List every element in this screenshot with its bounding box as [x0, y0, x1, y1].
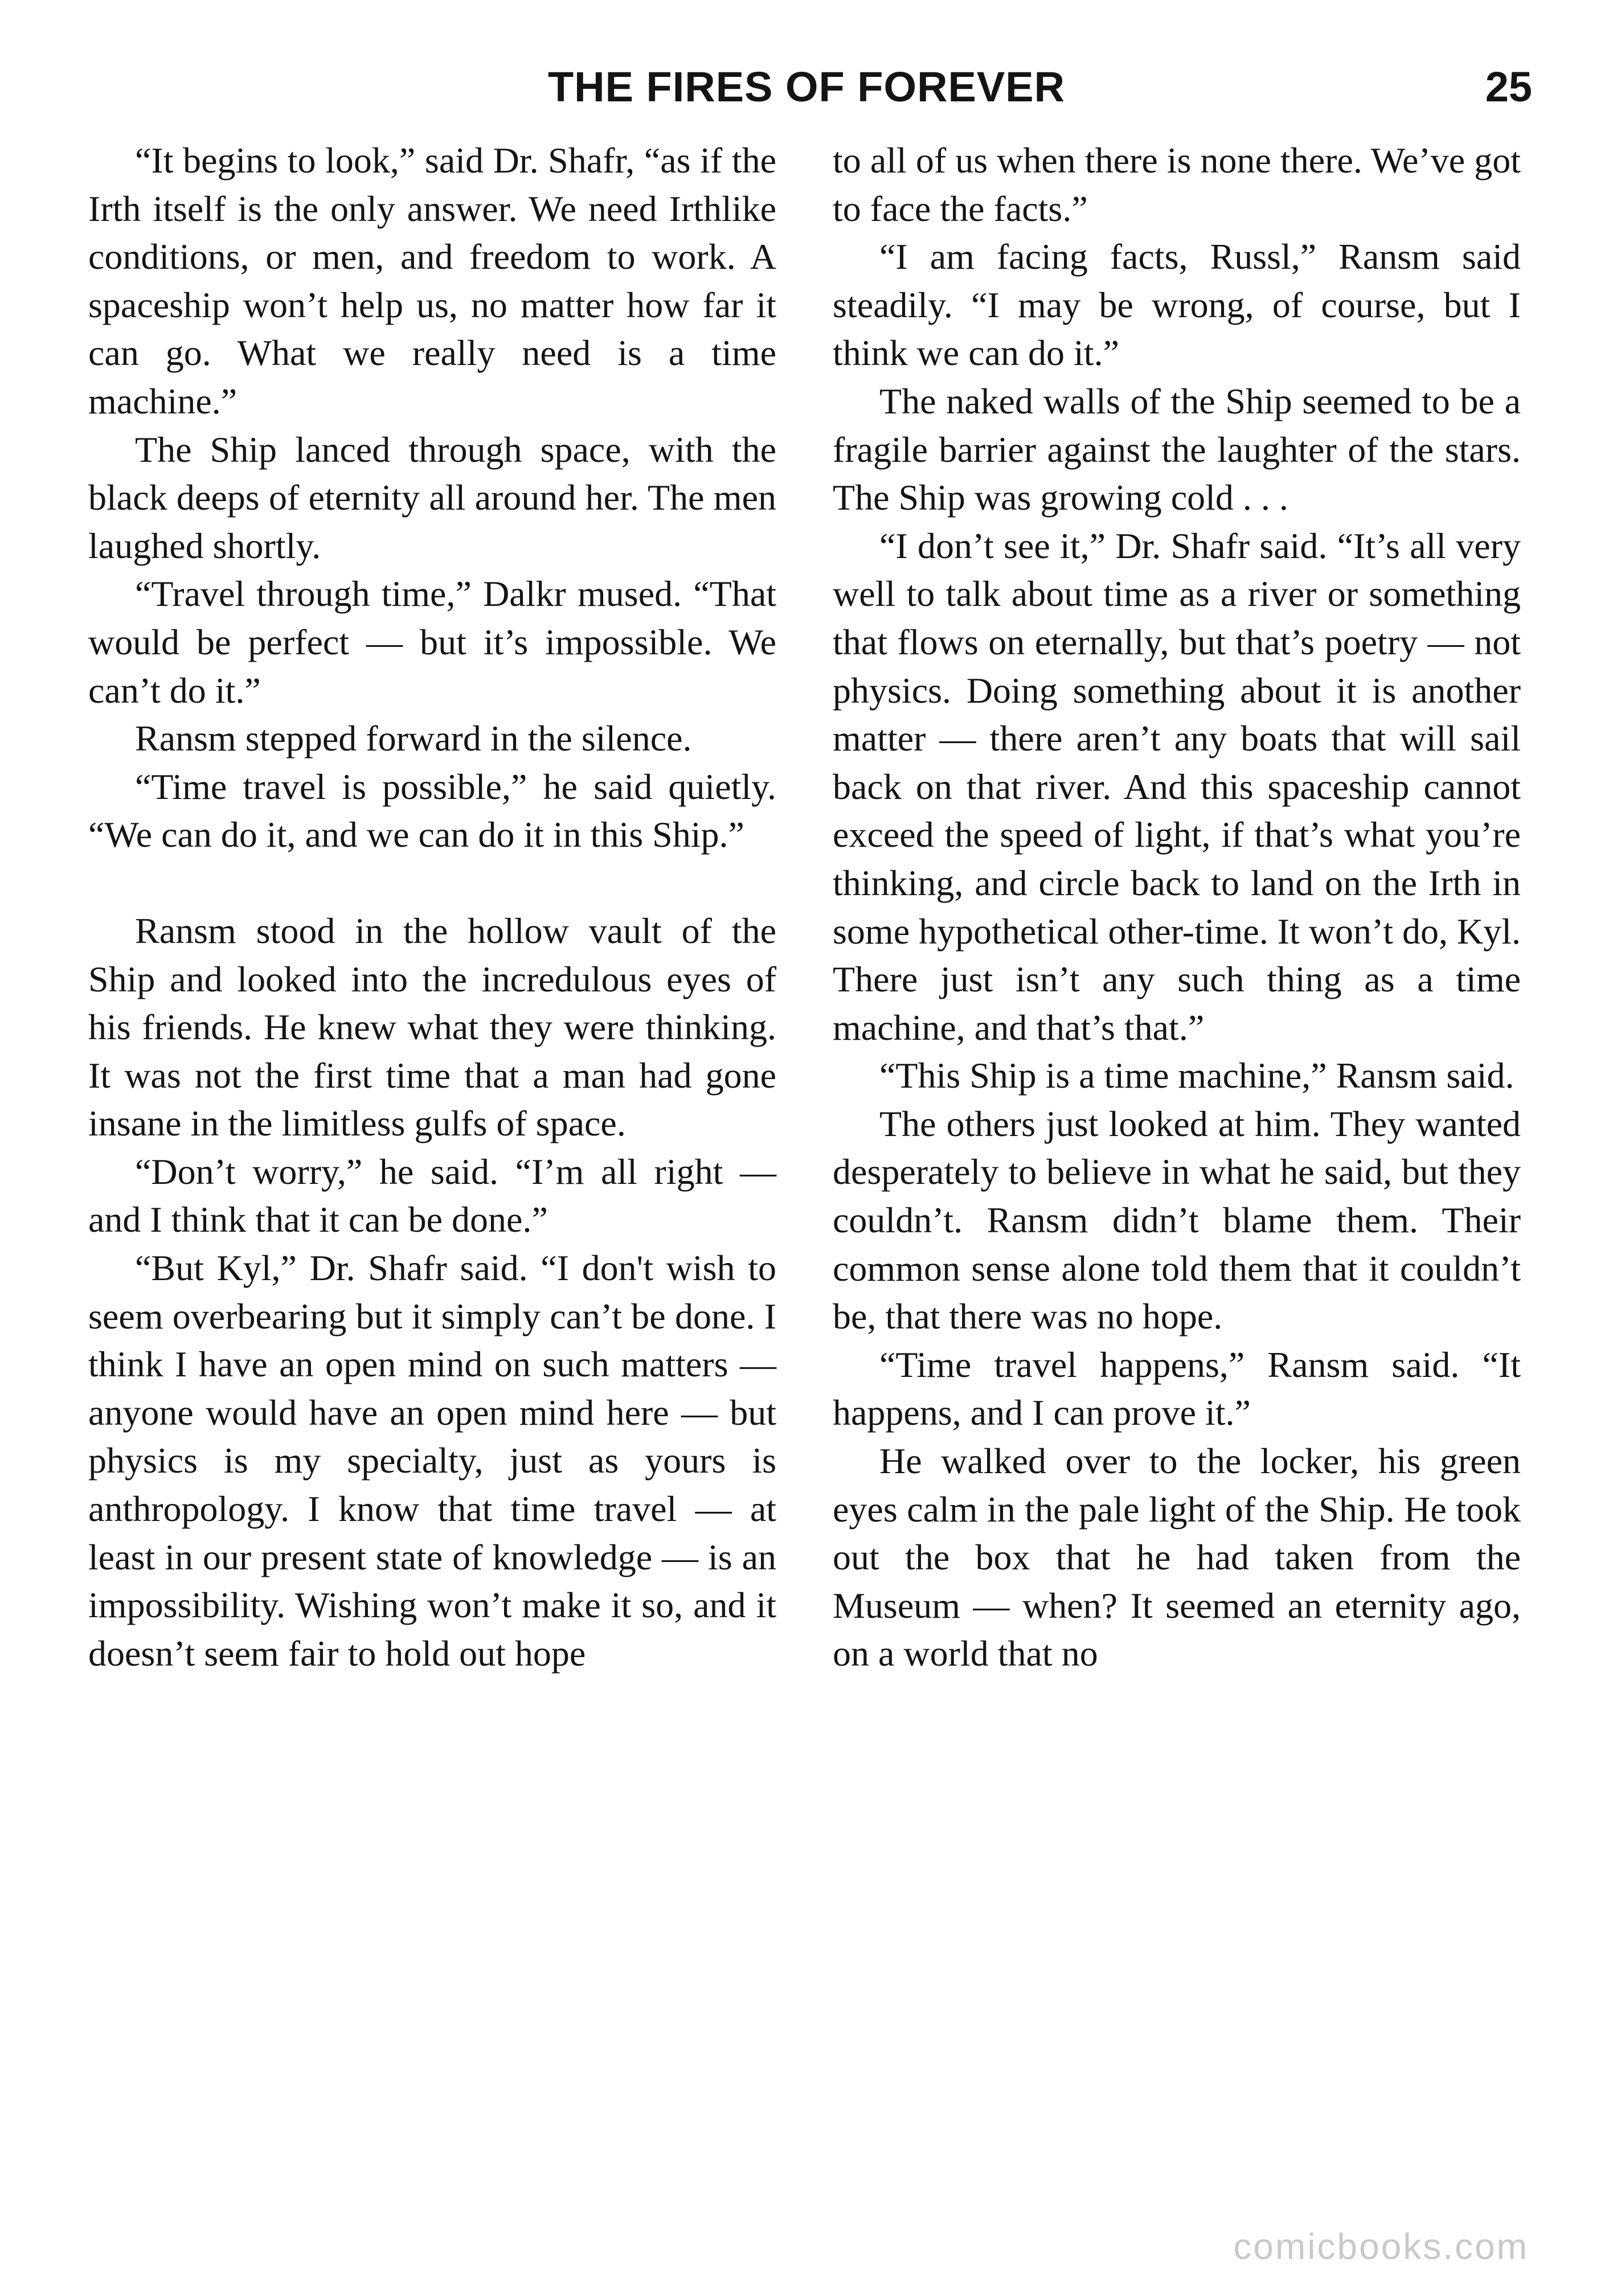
right-column: [833, 137, 1521, 1678]
watermark: comicbooks.com: [1233, 2226, 1529, 2267]
paragraph: He walked over to the locker, his green eyes calm in the pale light of the Ship. He took out the box that he had taken from the Museum — when? It seemed an eternity ago, on a world that no: [833, 1441, 1521, 1674]
paragraph: The naked walls of the Ship seemed to be a fragile barrier against the laughter of the stars. The Ship was growing cold . . .: [833, 380, 1521, 518]
paragraph: “Time travel happens,” Ransm said. “It happens, and I can prove it.”: [833, 1344, 1521, 1433]
paragraph: The others just looked at him. They wanted desperately to believe in what he said, but they couldn’t. Ransm didn’t blame them. Their common sense alone told them that it couldn’t be, that there was no hope.: [833, 1103, 1521, 1337]
running-title: THE FIRES OF FOREVER: [547, 63, 1066, 110]
paragraph: The Ship lanced through space, with the black deeps of eternity all around her. The men laughed shortly.: [88, 429, 776, 566]
paragraph: “This Ship is a time machine,” Ransm said.: [879, 1055, 1514, 1096]
page-header: [0, 56, 1613, 118]
paragraph: Ransm stepped forward in the silence.: [135, 718, 692, 759]
paragraph: “Time travel is possible,” he said quietly. “We can do it, and we can do it in this Ship.”: [88, 766, 776, 855]
paragraph: “Travel through time,” Dalkr mused. “That would be perfect — but it’s impossible. We can’t do it.”: [88, 573, 776, 711]
left-column: [88, 137, 776, 1678]
paragraph: “I am facing facts, Russl,” Ransm said steadily. “I may be wrong, of course, but I think we can do it.”: [833, 236, 1521, 374]
paragraph: Ransm stood in the hollow vault of the Ship and looked into the incredulous eyes of his friends. He knew what they were thinking. It was not the first time that a man had gone insane in the limitless gulfs of space.: [88, 910, 776, 1144]
paragraph: “It begins to look,” said Dr. Shafr, “as if the Irth itself is the only answer. We need Irthlike conditions, or men, and freedom to work. A spaceship won’t help us, no matter how far it can go. What we really need is a time machine.”: [88, 140, 776, 421]
page-number: 25: [1485, 63, 1532, 110]
paragraph: “But Kyl,” Dr. Shafr said. “I don't wish to seem overbearing but it simply can’t be done. I think I have an open mind on such matters — anyone would have an open mind here — but physics is my specialty, just as yours is anthropology. I know that time travel — at least in our present state of knowledge — is an impossibility. Wishing won’t make it so, and it doesn’t seem fair to hold out hope: [88, 1248, 776, 1674]
paragraph: “I don’t see it,” Dr. Shafr said. “It’s all very well to talk about time as a river or something that flows on eternally, but that’s poetry — not physics. Doing something about it is another matter — there aren’t any boats that will sail back on that river. And this spaceship cannot exceed the speed of light, if that’s what you’re thinking, and circle back to land on the Irth in some hypothetical other-time. It won’t do, Kyl. There just isn’t any such thing as a time machine, and that’s that.”: [833, 525, 1521, 1048]
paragraph: to all of us when there is none there. We’ve got to face the facts.”: [833, 140, 1521, 229]
paragraph: “Don’t worry,” he said. “I’m all right — and I think that it can be done.”: [88, 1151, 776, 1240]
